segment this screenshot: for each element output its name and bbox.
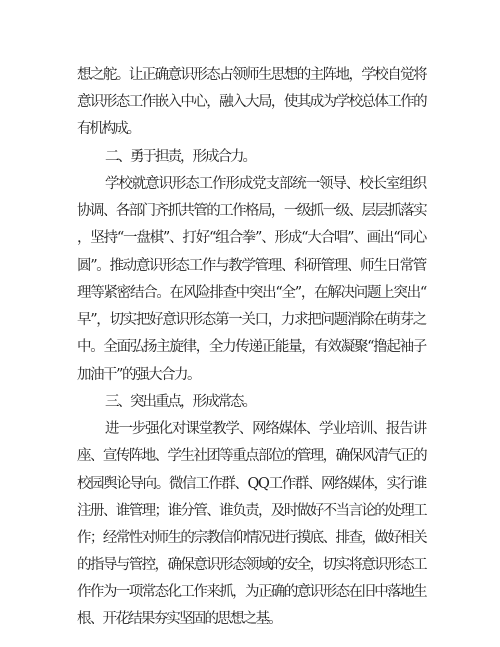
line-text: 二、勇于担责，形成合力。: [105, 149, 255, 165]
line-text: 理等紧密结合。在风险排查中突出“全”，在解决问题上突出“: [77, 285, 426, 301]
line-text: 有机构成。: [77, 121, 139, 137]
text-line: [0, 283, 500, 303]
line-text: 意识形态工作嵌入中心，融入大局，使其成为学校总体工作的: [77, 94, 426, 110]
line-text: 学校就意识形态工作形成党支部统一领导、校长室组织: [105, 176, 426, 192]
line-text: 作作为一项常态化工作来抓，为正确的意识形态在旧中落地生: [77, 584, 426, 600]
text-line: [0, 228, 500, 248]
line-text: 中。全面弘扬主旋律，全力传递正能量，有效凝聚“撸起袖子: [77, 339, 426, 355]
text-line: [0, 65, 500, 85]
text-line: [0, 119, 500, 139]
line-text: 作；经常性对师生的宗教信仰情况进行摸底、排查，做好相关: [77, 530, 426, 546]
text-line: [0, 446, 500, 466]
text-line: [0, 474, 500, 494]
line-text: ，坚持“一盘棋”、打好“组合拳”、形成“大合唱”、画出“同心: [77, 230, 426, 246]
section-heading-2: [0, 147, 500, 167]
line-text: 三、突出重点，形成常态。: [105, 394, 255, 410]
line-text: 的指导与管控，确保意识形态领域的安全，切实将意识形态工: [77, 557, 426, 573]
text-line: [0, 555, 500, 575]
text-line: [0, 201, 500, 221]
line-text: 注册、谁管理；谁分管、谁负责，及时做好不当言论的处理工: [77, 503, 426, 519]
text-line: [0, 92, 500, 112]
line-text: 协调、各部门齐抓共管的工作格局，一级抓一级、层层抓落实: [77, 203, 426, 219]
text-line: [0, 256, 500, 276]
section-heading-3: [0, 392, 500, 412]
text-line: [0, 419, 500, 439]
text-line: [0, 582, 500, 602]
line-text: 加油干”的强大合力。: [77, 367, 200, 383]
line-text: 早”，切实把好意识形态第一关口，力求把问题消除在萌芽之: [77, 312, 426, 328]
text-line: [0, 501, 500, 521]
text-line: [0, 310, 500, 330]
line-text: 座、宣传阵地、学生社团等重点部位的管理，确保风清气正的: [77, 448, 426, 464]
text-line: [0, 528, 500, 548]
line-text: 进一步强化对课堂教学、网络媒体、学业培训、报告讲: [105, 421, 426, 437]
line-text: 根、开花结果夯实坚固的思想之基。: [77, 611, 281, 627]
line-text: 想之舵。让正确意识形态占领师生思想的主阵地，学校自觉将: [77, 67, 426, 83]
text-line: [0, 174, 500, 194]
text-line: [0, 609, 500, 629]
line-text: 校园舆论导向。微信工作群、QQ工作群、网络媒体，实行谁: [77, 476, 426, 492]
text-line: [0, 365, 500, 385]
line-text: 圆”。推动意识形态工作与教学管理、科研管理、师生日常管: [77, 258, 426, 274]
text-line: [0, 337, 500, 357]
